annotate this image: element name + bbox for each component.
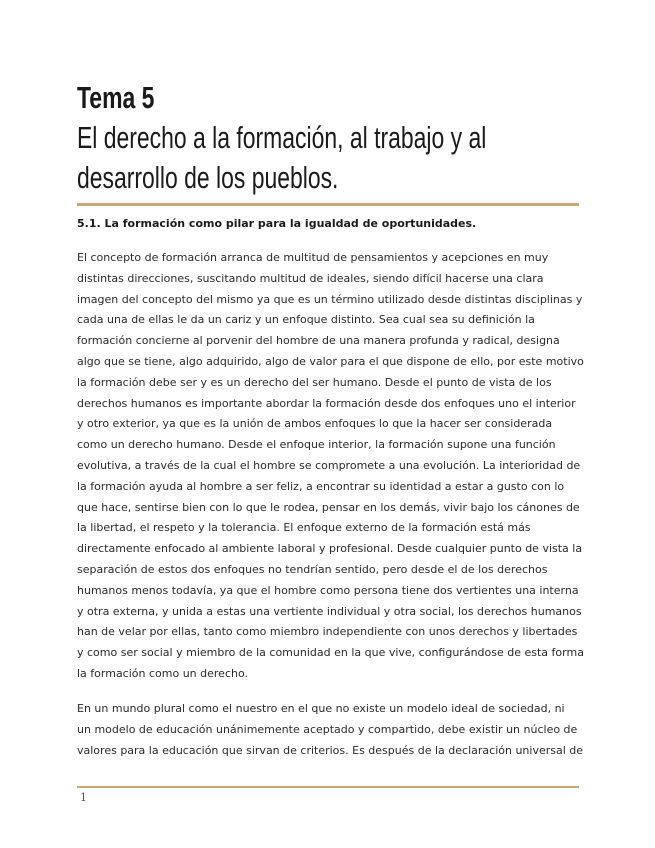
footer-divider [77,786,579,788]
text-line: cada una de ellas le da un cariz y un enfoque distinto. Sea cual sea su definición la [77,313,535,327]
text-line: formación concierne al porvenir del hombre de una manera profunda y radical, designa [77,334,560,348]
text-line: y otro exterior, ya que es la unión de ambos enfoques lo que la hacer ser considerada [77,417,553,431]
text-line: un modelo de educación unánimemente aceptado y compartido, debe existir un núcleo de [77,722,578,736]
text-line: han de velar por ellas, tanto como miembro independiente con unos derechos y libertades [77,625,578,639]
text-line: humanos menos todavía, ya que el hombre como persona tiene dos vertientes una interna [77,583,579,597]
text-line: y otra externa, y unida a estas una vertiente individual y otra social, los derechos humanos [77,604,582,618]
text-line: valores para la educación que sirvan de criterios. Es después de la declaración universal de [77,743,584,757]
title-block [77,80,582,198]
text-line: que hace, sentirse bien con lo que le rodea, pensar en los demás, vivir bajo los cánones de [77,500,580,514]
text-line: separación de estos dos enfoques no tendrían sentido, pero desde el de los derechos [77,562,548,576]
page-number: 1 [80,791,87,804]
text-line: algo que se tiene, algo adquirido, algo de valor para el que dispone de ello, por este motivo [77,354,584,368]
text-line: y como ser social y miembro de la comunidad en la que vive, configurándose de esta forma [77,646,584,660]
text-line: directamente enfocado al ambiente laboral y profesional. Desde cualquier punto de vista la [77,542,583,556]
paragraph-1 [77,248,584,685]
text-line: como un derecho humano. Desde el enfoque interior, la formación supone una función [77,438,556,452]
chapter-label: Tema 5 [77,80,155,115]
section-heading: 5.1. La formación como pilar para la igualdad de oportunidades. [77,217,477,230]
text-line: la formación ayuda al hombre a ser feliz, a encontrar su identidad a estar a gusto con lo [77,479,565,493]
text-line: distintas direcciones, suscitando multitud de ideales, siendo difícil hacerse una clara [77,271,544,285]
text-line: El concepto de formación arranca de multitud de pensamientos y acepciones en muy [77,251,549,264]
text-line: la libertad, el respeto y la tolerancia. El enfoque externo de la formación está más [77,521,531,535]
text-line: En un mundo plural como el nuestro en el que no existe un modelo ideal de sociedad, ni [77,702,565,715]
chapter-title: El derecho a la formación, al trabajo y al desarrollo de los pueblos. [77,120,487,195]
text-line: evolutiva, a través de la cual el hombre se compromete a una evolución. La interioridad de [77,458,581,472]
text-line: imagen del concepto del mismo ya que es un término utilizado desde distintas disciplinas y [77,292,583,306]
title-divider [77,203,579,206]
paragraph-2 [77,699,584,761]
text-line: la formación debe ser y es un derecho del ser humano. Desde el punto de vista de los [77,375,552,389]
text-line: la formación como un derecho. [77,666,248,680]
text-line: derechos humanos es importante abordar la formación desde dos enfoques uno el interior [77,396,576,410]
